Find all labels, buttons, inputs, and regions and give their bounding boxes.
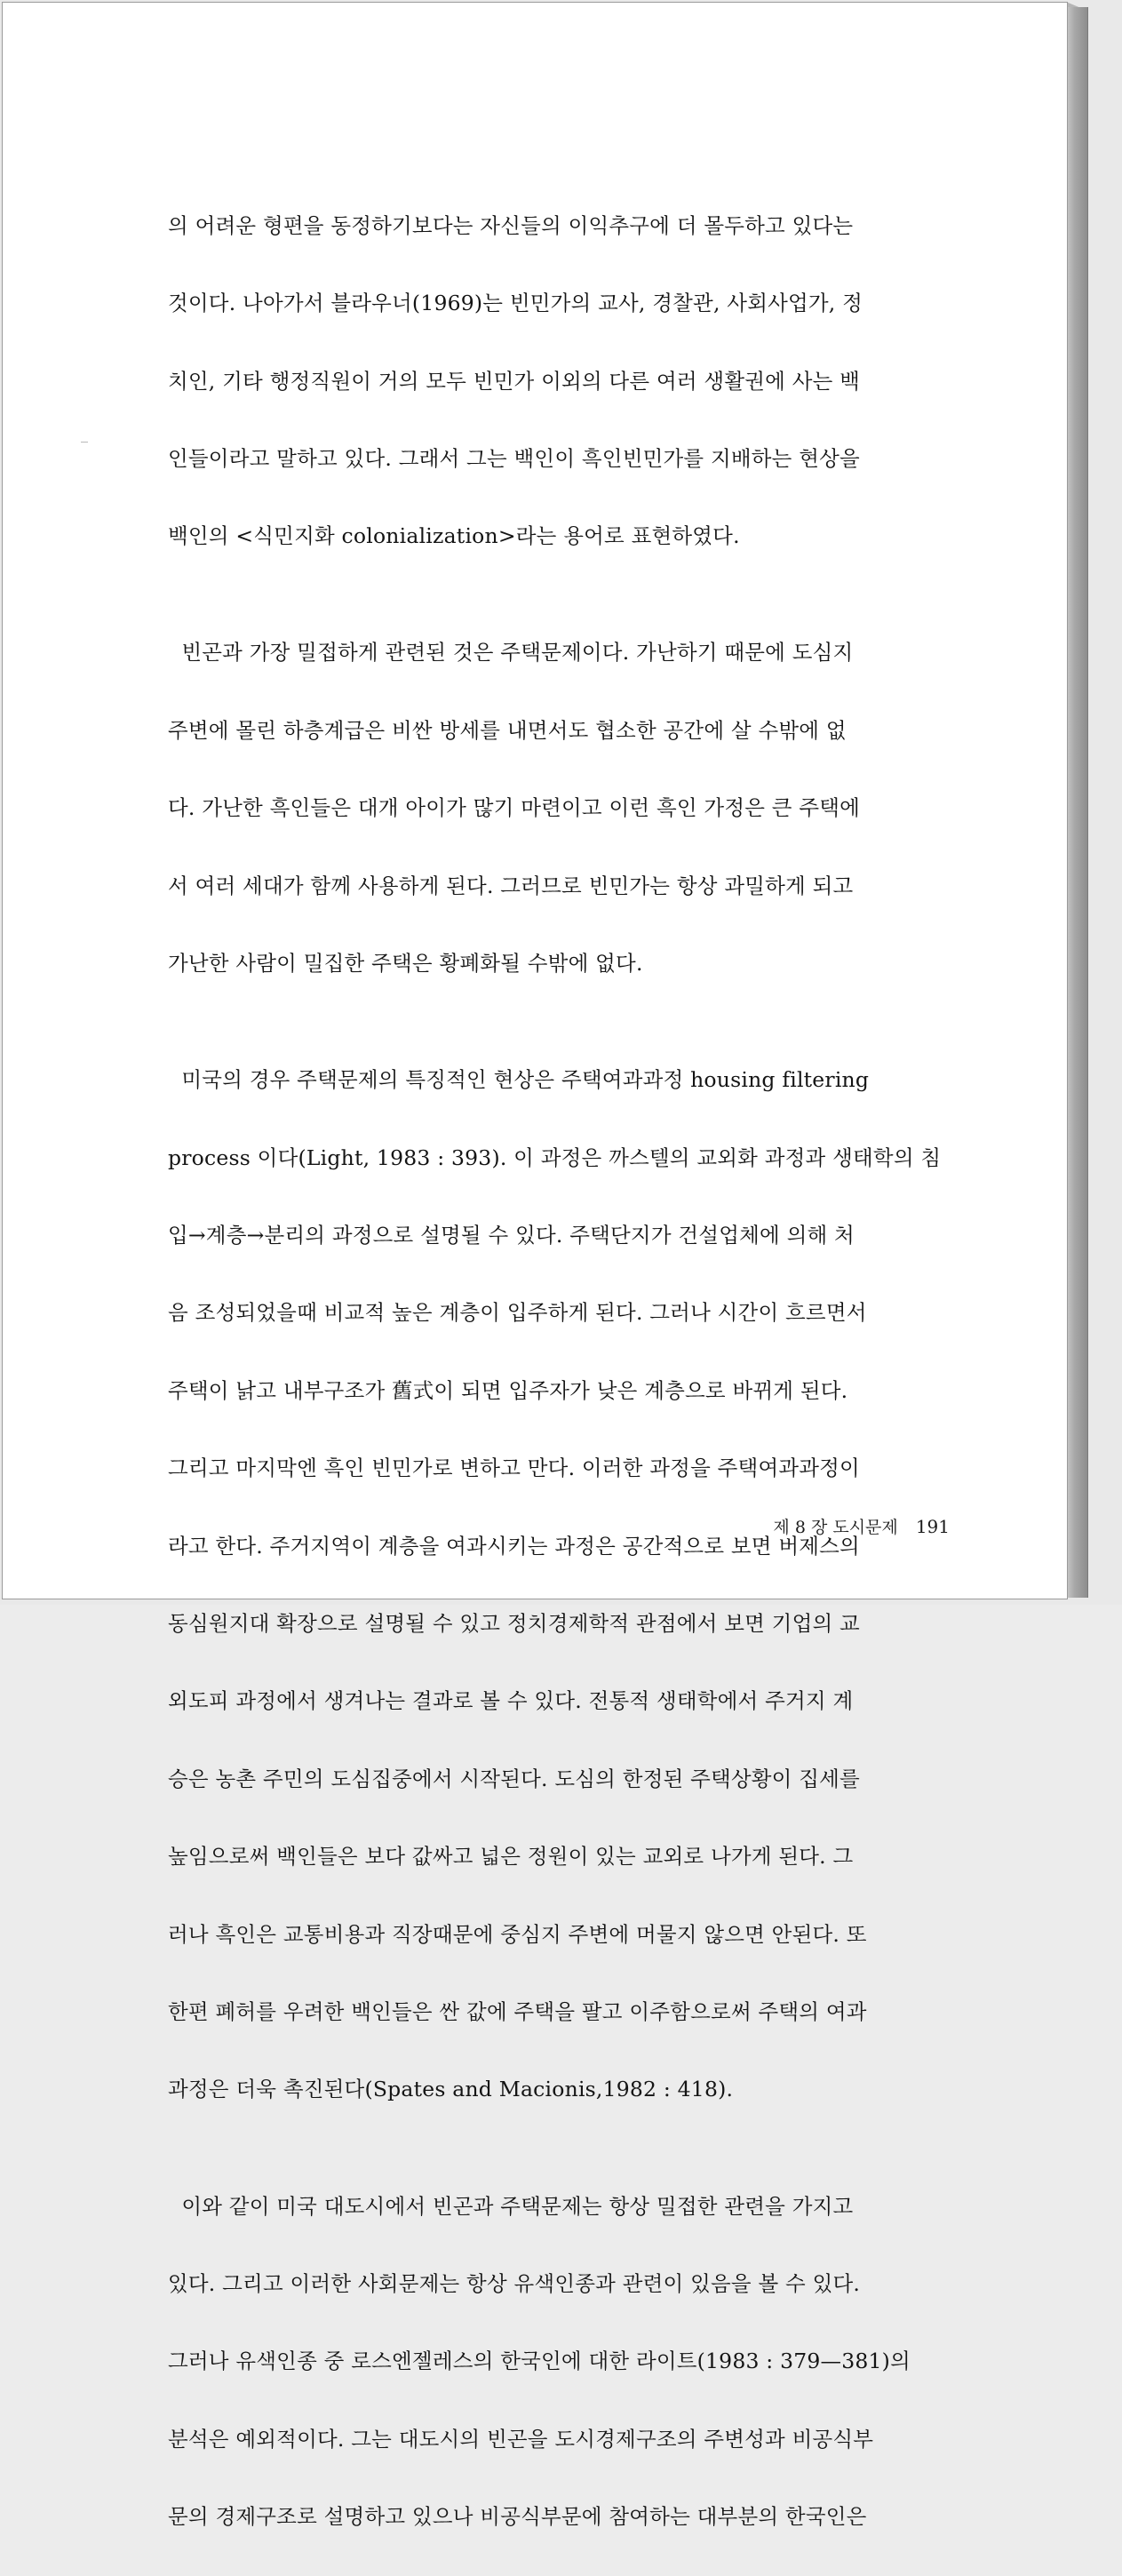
text-line: 외도피 과정에서 생겨나는 결과로 볼 수 있다. 전통적 생태학에서 주거지 계: [168, 1688, 854, 1714]
page-edge-shadow: [1066, 7, 1088, 1598]
text-line: 그리고 마지막엔 흑인 빈민가로 변하고 만다. 이러한 과정을 주택여과과정이: [168, 1455, 860, 1481]
text-line: 의 어려운 형편을 동정하기보다는 자신들의 이익추구에 더 몰두하고 있다는: [168, 212, 854, 238]
text-line: 있다. 그리고 이러한 사회문제는 항상 유색인종과 관련이 있음을 볼 수 있다.: [168, 2270, 861, 2296]
text-line: 미국의 경우 주택문제의 특징적인 현상은 주택여과과정 housing filtering: [168, 1067, 870, 1093]
text-line: 서 여러 세대가 함께 사용하게 된다. 그러므로 빈민가는 항상 과밀하게 되고: [168, 873, 854, 898]
chapter-title: 제 8 장 도시문제: [773, 1518, 898, 1537]
text-line: 과정은 더욱 촉진된다(Spates and Macionis,1982 : 418).: [168, 2077, 734, 2102]
text-line: 러나 흑인은 교통비용과 직장때문에 중심지 주변에 머물지 않으면 안된다. 또: [168, 1921, 867, 1947]
book-page: [2, 2, 1068, 2530]
text-line: 한편 폐허를 우려한 백인들은 싼 값에 주택을 팔고 이주함으로써 주택의 여과: [168, 1999, 867, 2025]
paragraph-2: [168, 595, 950, 1023]
text-line: 그러나 유색인종 중 로스엔젤레스의 한국인에 대한 라이트(1983 : 379—381)의: [168, 2349, 911, 2374]
text-line: 높임으로써 백인들은 보다 값싸고 넓은 정원이 있는 교외로 나가게 된다. 그: [168, 1844, 854, 1870]
page-body: [168, 168, 950, 2576]
text-line: 주택이 낡고 내부구조가 舊式이 되면 입주자가 낮은 계층으로 바뀌게 된다.: [168, 1377, 848, 1403]
text-line: 음 조성되었을때 비교적 높은 계층이 입주하게 된다. 그러나 시간이 흐르면서: [168, 1300, 867, 1326]
text-line: 라고 한다. 주거지역이 계층을 여과시키는 과정은 공간적으로 보면 버제스의: [168, 1533, 860, 1559]
page-number: 191: [915, 1516, 950, 1537]
text-line: 백인의 <식민지화 colonialization>라는 용어로 표현하였다.: [168, 523, 740, 549]
text-line: 승은 농촌 주민의 도심집중에서 시작된다. 도심의 한정된 주택상황이 집세를: [168, 1766, 860, 1791]
text-line: 동심원지대 확장으로 설명될 수 있고 정치경제학적 관점에서 보면 기업의 교: [168, 1611, 860, 1637]
text-line: 치인, 기타 행정직원이 거의 모두 빈민가 이외의 다른 여러 생활권에 사는 백: [168, 368, 861, 394]
text-line: 입→계층→분리의 과정으로 설명될 수 있다. 주택단지가 건설업체에 의해 처: [168, 1222, 855, 1248]
text-line: 것이다. 나아가서 블라우너(1969)는 빈민가의 교사, 경찰관, 사회사업가, 정: [168, 291, 863, 316]
text-line: 주변에 몰린 하층계급은 비싼 방세를 내면서도 협소한 공간에 살 수밖에 없: [168, 717, 847, 743]
margin-mark: [81, 442, 88, 443]
text-line: 이와 같이 미국 대도시에서 빈곤과 주택문제는 항상 밀접한 관련을 가지고: [168, 2193, 854, 2219]
text-line: 다. 가난한 흑인들은 대개 아이가 많기 마련이고 이런 흑인 가정은 큰 주택에: [168, 795, 861, 821]
running-footer: [745, 1514, 950, 1538]
text-line: 문의 경제구조로 설명하고 있으나 비공식부문에 참여하는 대부분의 한국인은: [168, 2504, 867, 2530]
text-line: 빈곤과 가장 밀접하게 관련된 것은 주택문제이다. 가난하기 때문에 도심지: [168, 640, 854, 666]
paragraph-1: [168, 168, 950, 595]
text-line: 인들이라고 말하고 있다. 그래서 그는 백인이 흑인빈민가를 지배하는 현상을: [168, 445, 860, 471]
paragraph-3: [168, 1022, 950, 2148]
paragraph-4: [168, 2149, 950, 2576]
text-line: 가난한 사람이 밀집한 주택은 황폐화될 수밖에 없다.: [168, 951, 643, 977]
text-line: process 이다(Light, 1983 : 393). 이 과정은 까스텔의 교외화 과정과 생태학의 침: [168, 1144, 942, 1170]
text-line: 분석은 예외적이다. 그는 대도시의 빈곤을 도시경제구조의 주변성과 비공식부: [168, 2426, 874, 2452]
